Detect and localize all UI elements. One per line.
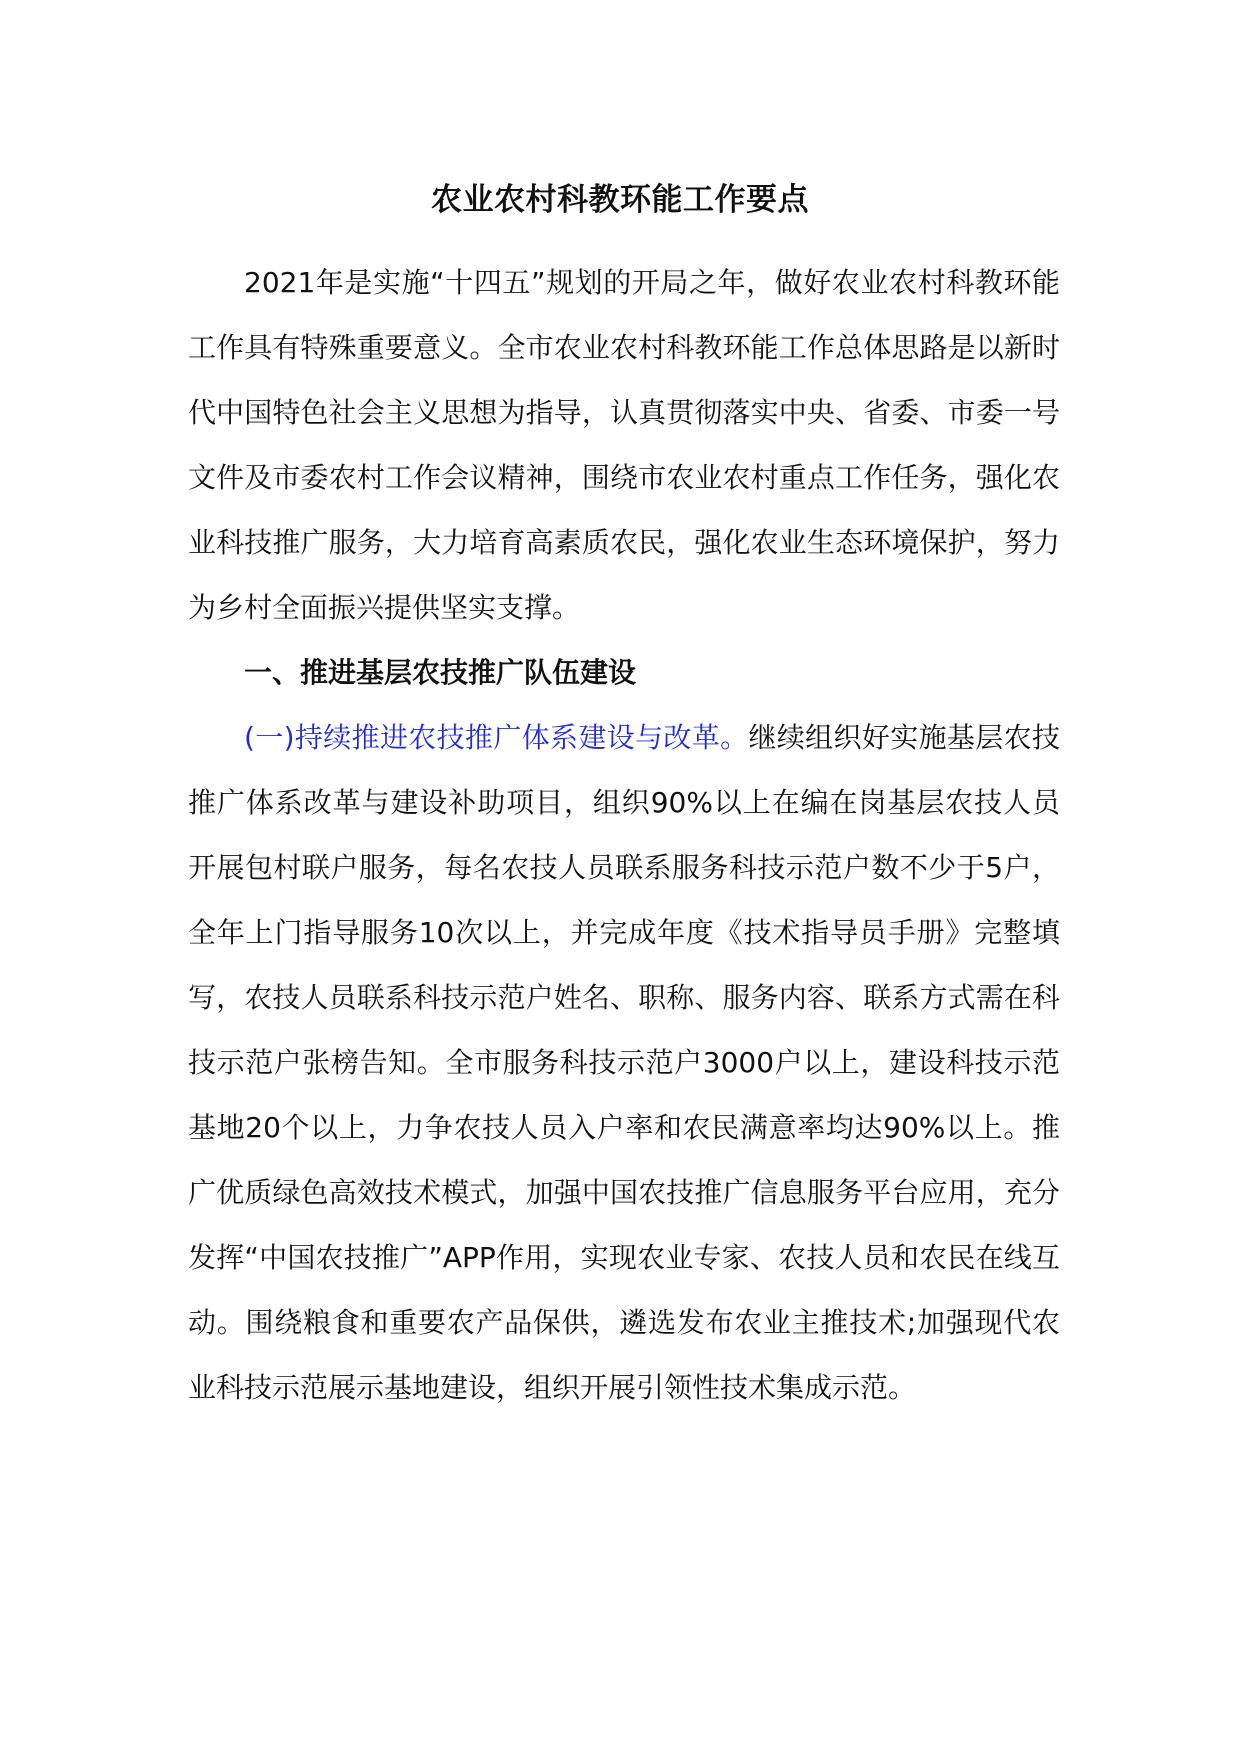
document-body bbox=[188, 250, 1060, 1420]
section-heading-1: 一、推进基层农技推广队伍建设 bbox=[244, 656, 637, 689]
intro-paragraph: 2021年是实施“十四五”规划的开局之年，做好农业农村科教环能工作具有特殊重要意义。全市农业农村科教环能工作总体思路是以新时代中国特色社会主义思想为指导，认真贯彻落实中央、省委、市委一号文件及市委农村工作会议精神，围绕市农业农村重点工作任务，强化农业科技推广服务，大力培育高素质农民，强化农业生态环境保护，努力为乡村全面振兴提供坚实支撑。 bbox=[188, 266, 1060, 624]
document-title: 农业农村科教环能工作要点 bbox=[431, 182, 809, 218]
subsection-lead-1: (一)持续推进农技推广体系建设与改革。 bbox=[244, 721, 749, 754]
subsection-text-1: 继续组织好实施基层农技推广体系改革与建设补助项目，组织90%以上在编在岗基层农技人员开展包村联户服务，每名农技人员联系服务科技示范户数不少于5户，全年上门指导服务10次以上，并完成年度《技术指导员手册》完整填写，农技人员联系科技示范户姓名、职称、服务内容、联系方式需在科技示范户张榜告知。全市服务科技示范户3000户以上，建设科技示范基地20个以上，力争农技人员入户率和农民满意率均达90%以上。推广优质绿色高效技术模式，加强中国农技推广信息服务平台应用，充分发挥“中国农技推广”APP作用，实现农业专家、农技人员和农民在线互动。围绕粮食和重要农产品保供，遴选发布农业主推技术;加强现代农业科技示范展示基地建设，组织开展引领性技术集成示范。 bbox=[188, 721, 1060, 1404]
subsection-paragraph-1 bbox=[188, 705, 1060, 1420]
